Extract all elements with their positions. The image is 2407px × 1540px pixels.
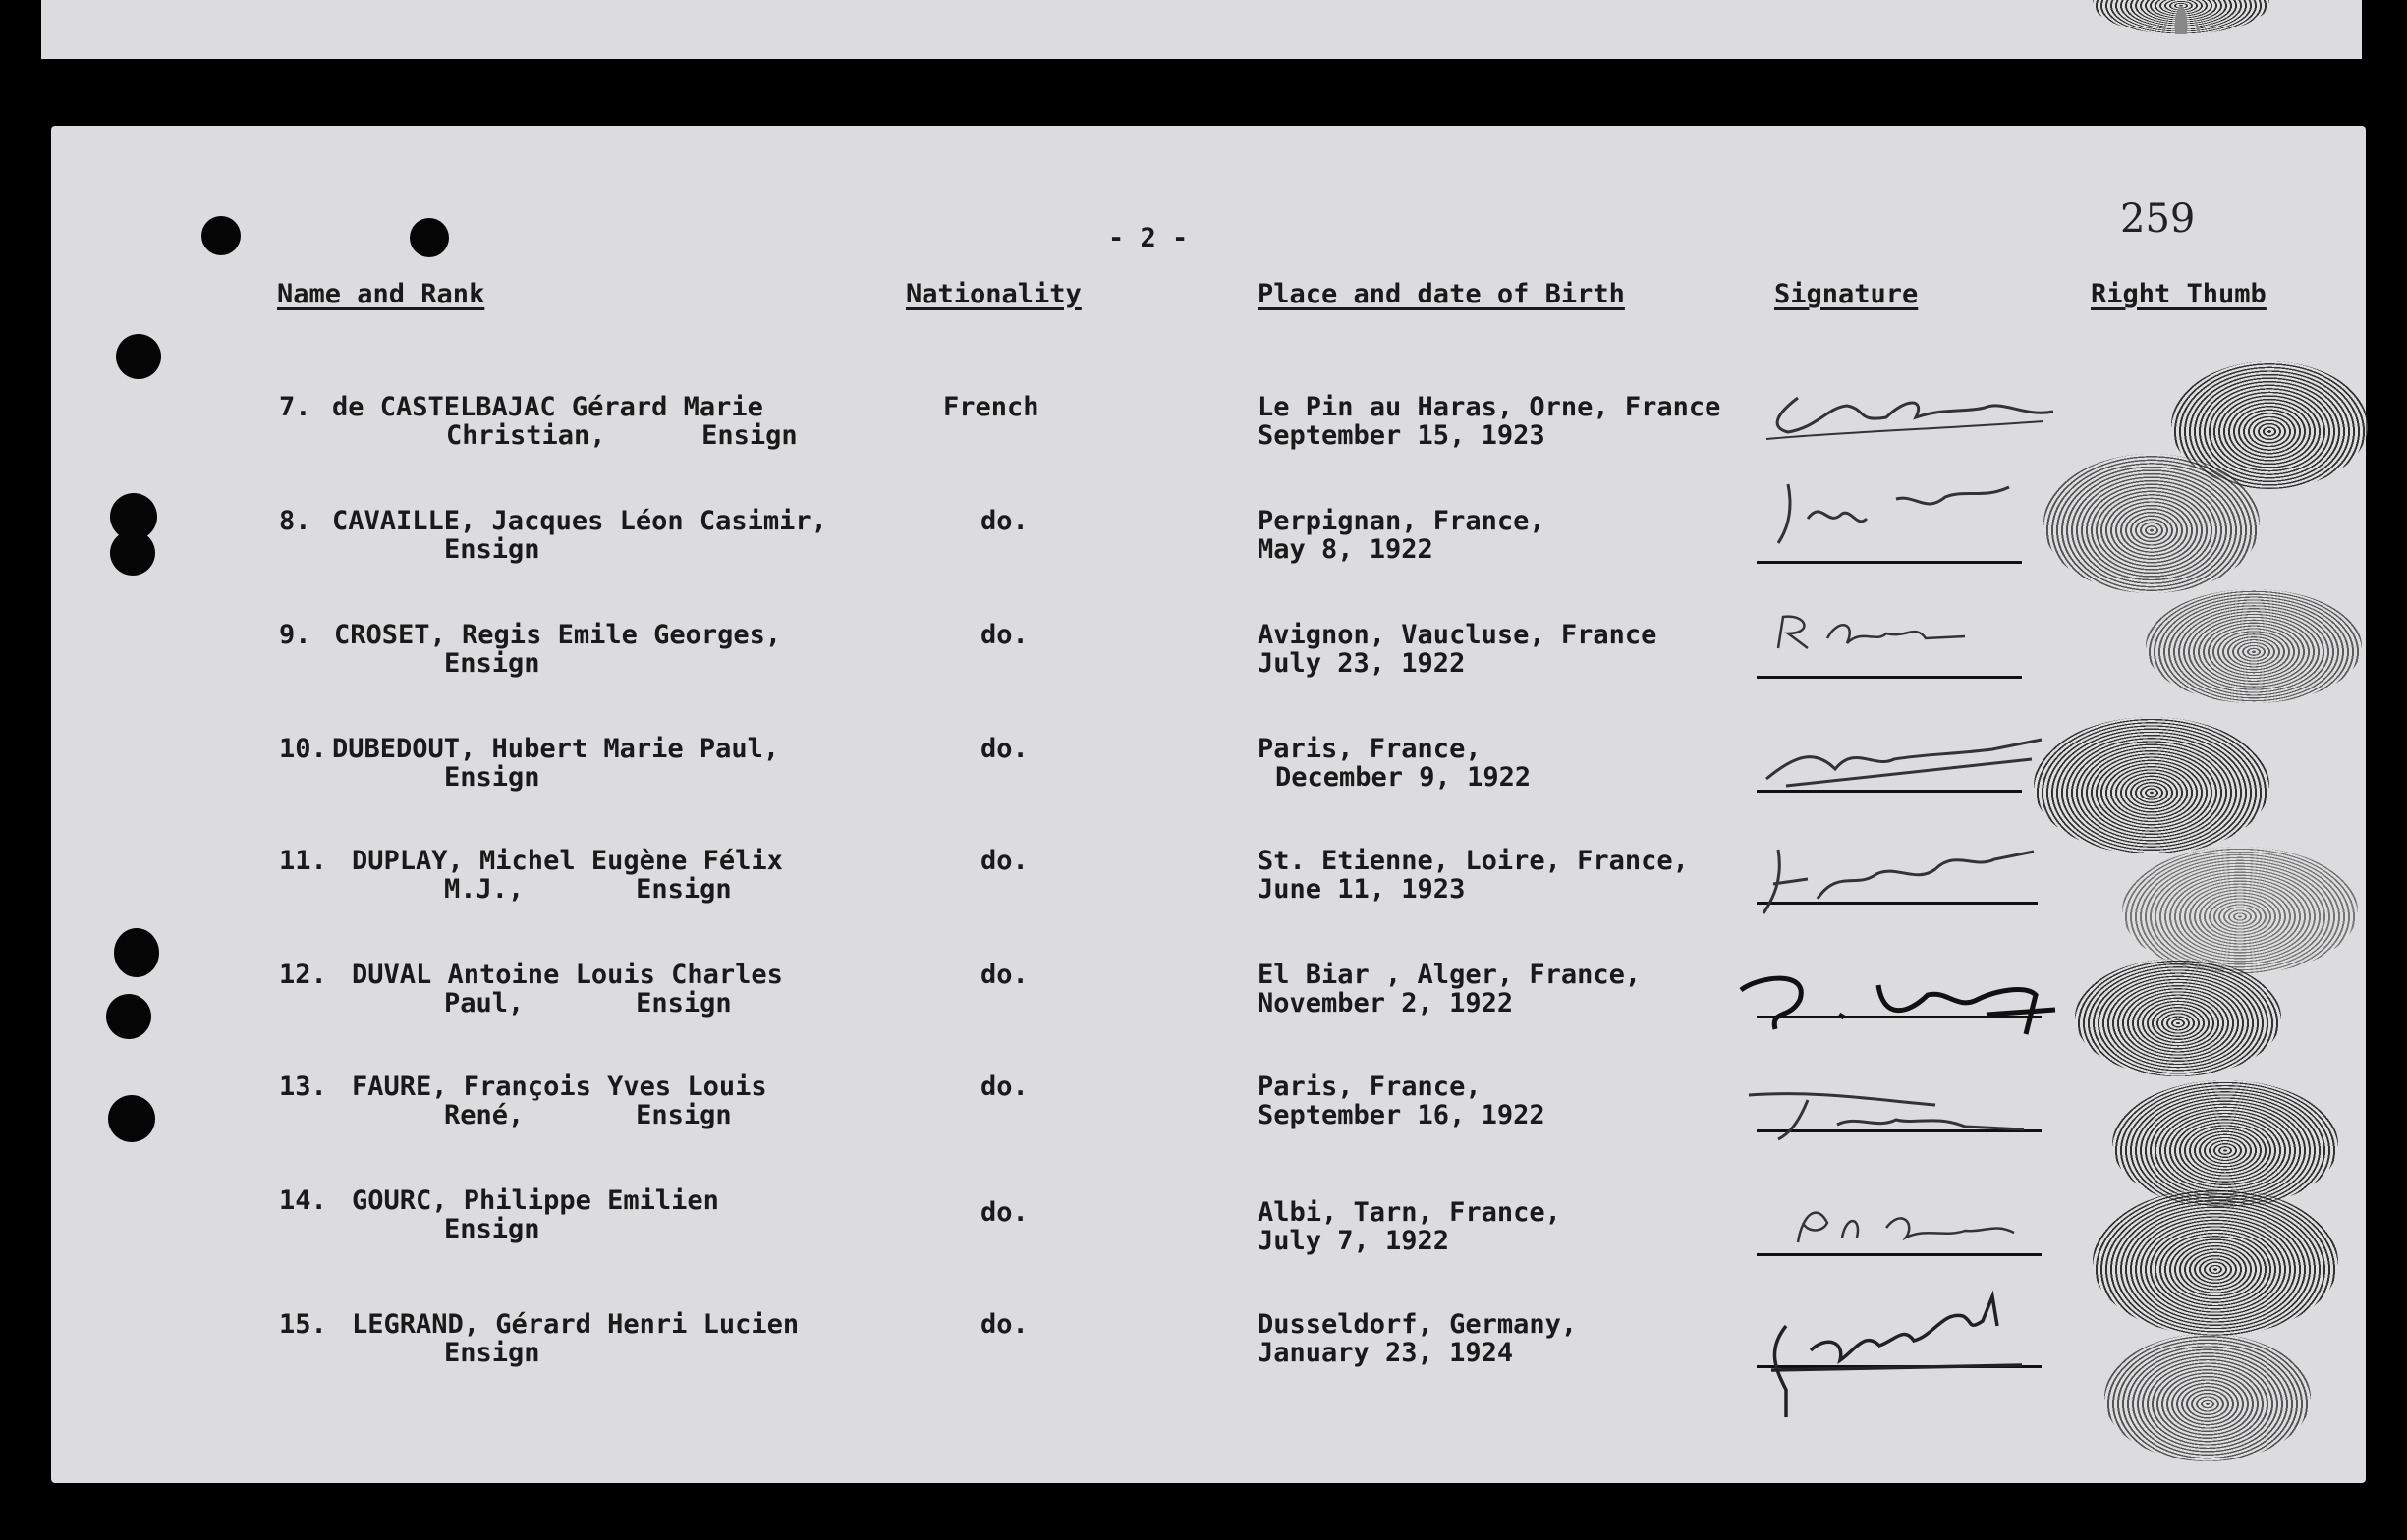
- signature-duplay: [1759, 830, 2043, 918]
- row-number: 8.: [279, 506, 311, 536]
- page-number: 259: [2120, 196, 2196, 242]
- name-line: DUPLAY, Michel Eugène Félix: [352, 846, 783, 876]
- previous-page-edge: [41, 0, 2362, 59]
- nationality: do.: [980, 506, 1029, 536]
- signature-de-castelbajac: [1759, 378, 2063, 447]
- punch-hole: [108, 1095, 155, 1142]
- birth-place: El Biar , Alger, France,: [1258, 960, 1642, 990]
- nationality: French: [943, 392, 1039, 422]
- signature-croset: [1768, 609, 1985, 658]
- name-line: LEGRAND, Gérard Henri Lucien: [352, 1309, 800, 1340]
- birth-date: May 8, 1922: [1258, 534, 1433, 565]
- name-line: DUVAL Antoine Louis Charles: [352, 960, 783, 990]
- row-number: 15.: [279, 1309, 327, 1340]
- signature-line: [1757, 1253, 2042, 1256]
- name-line: de CASTELBAJAC Gérard Marie: [332, 392, 763, 422]
- header-signature: Signature: [1774, 279, 1919, 309]
- name-line: CAVAILLE, Jacques Léon Casimir,: [332, 506, 827, 536]
- signature-dubedout: [1757, 725, 2051, 794]
- rank-line: Ensign: [444, 648, 540, 679]
- birth-date: September 16, 1922: [1258, 1100, 1545, 1130]
- right-thumbprint: [2043, 454, 2260, 593]
- row-number: 9.: [279, 620, 311, 650]
- birth-date: July 7, 1922: [1258, 1226, 1450, 1256]
- row-number: 7.: [279, 392, 311, 422]
- birth-date: July 23, 1922: [1258, 648, 1466, 679]
- document-page: [51, 126, 2366, 1483]
- rank-line: Paul, Ensign: [444, 988, 732, 1018]
- punch-hole: [106, 994, 151, 1039]
- birth-place: Albi, Tarn, France,: [1258, 1197, 1561, 1228]
- header-birth: Place and date of Birth: [1258, 279, 1625, 309]
- signature-line: [1757, 676, 2022, 679]
- rank-line: Ensign: [444, 534, 540, 565]
- birth-place: Le Pin au Haras, Orne, France: [1258, 392, 1721, 422]
- row-number: 14.: [279, 1185, 327, 1216]
- rank-line: Ensign: [444, 1338, 540, 1368]
- rank-line: Ensign: [444, 762, 540, 793]
- nationality: do.: [980, 846, 1029, 876]
- signature-faure: [1739, 1085, 2034, 1144]
- nationality: do.: [980, 620, 1029, 650]
- header-right-thumb: Right Thumb: [2091, 279, 2267, 309]
- row-number: 13.: [279, 1072, 327, 1102]
- punch-hole: [410, 218, 449, 257]
- nationality: do.: [980, 960, 1029, 990]
- nationality: do.: [980, 1197, 1029, 1228]
- right-thumbprint: [2104, 1334, 2311, 1461]
- right-thumbprint: [2093, 1188, 2338, 1336]
- birth-date: November 2, 1922: [1258, 988, 1514, 1018]
- right-thumbprint: [2075, 959, 2281, 1076]
- birth-place: Avignon, Vaucluse, France: [1258, 620, 1657, 650]
- rank-line: René, Ensign: [444, 1100, 732, 1130]
- birth-place: Paris, France,: [1258, 734, 1482, 764]
- page-marker: - 2 -: [1108, 223, 1189, 253]
- row-number: 10.: [279, 734, 327, 764]
- name-line: CROSET, Regis Emile Georges,: [334, 620, 782, 650]
- birth-date: September 15, 1923: [1258, 420, 1545, 451]
- right-thumbprint: [2146, 589, 2362, 703]
- header-name-rank: Name and Rank: [277, 279, 485, 309]
- signature-cavaille: [1768, 469, 2024, 558]
- name-line: FAURE, François Yves Louis: [352, 1072, 767, 1102]
- signature-gourc: [1788, 1193, 2024, 1252]
- name-line: GOURC, Philippe Emilien: [352, 1185, 719, 1216]
- birth-place: St. Etienne, Loire, France,: [1258, 846, 1689, 876]
- punch-hole: [110, 530, 155, 576]
- header-nationality: Nationality: [906, 279, 1082, 309]
- birth-date: June 11, 1923: [1258, 874, 1466, 905]
- birth-place: Paris, France,: [1258, 1072, 1482, 1102]
- nationality: do.: [980, 734, 1029, 764]
- row-number: 11.: [279, 846, 327, 876]
- rank-line: M.J., Ensign: [444, 874, 732, 905]
- birth-date: December 9, 1922: [1275, 762, 1532, 793]
- nationality: do.: [980, 1309, 1029, 1340]
- right-thumbprint: [2122, 847, 2358, 974]
- birth-place: Dusseldorf, Germany,: [1258, 1309, 1578, 1340]
- signature-duval: [1731, 961, 2065, 1039]
- signature-line: [1757, 561, 2022, 564]
- nationality: do.: [980, 1072, 1029, 1102]
- rank-line: Christian, Ensign: [446, 420, 798, 451]
- name-line: DUBEDOUT, Hubert Marie Paul,: [332, 734, 780, 764]
- birth-place: Perpignan, France,: [1258, 506, 1545, 536]
- row-number: 12.: [279, 960, 327, 990]
- punch-hole: [116, 334, 161, 379]
- signature-legrand: [1757, 1292, 2042, 1419]
- right-thumbprint: [2034, 717, 2269, 854]
- birth-date: January 23, 1924: [1258, 1338, 1514, 1368]
- punch-hole: [114, 928, 159, 977]
- rank-line: Ensign: [444, 1214, 540, 1244]
- punch-hole: [201, 216, 241, 255]
